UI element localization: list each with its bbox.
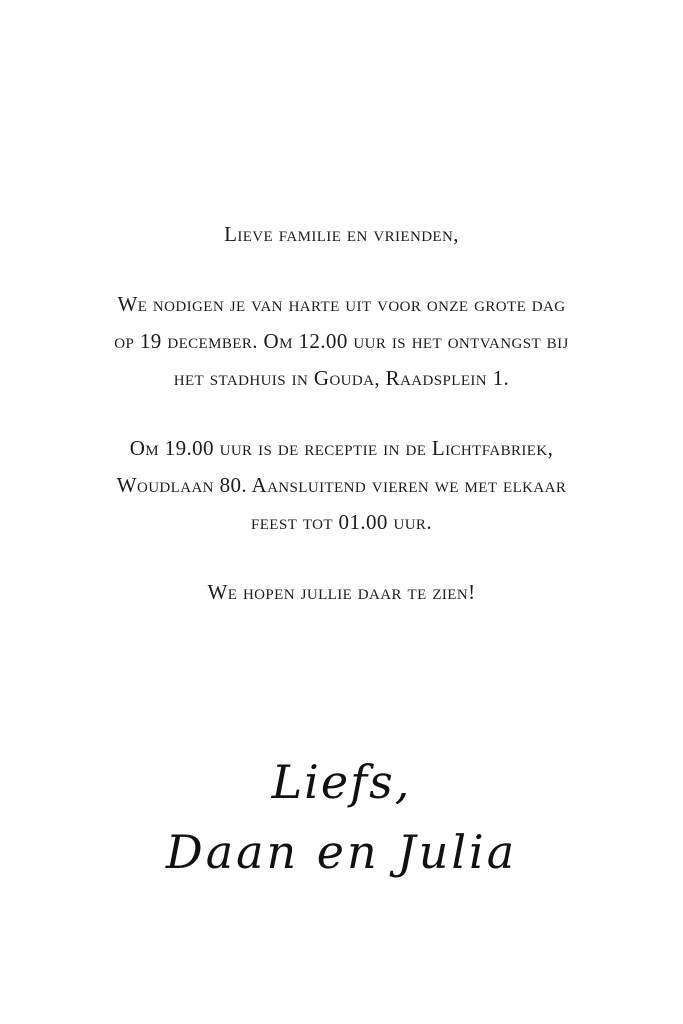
paragraph2-line2: Woudlaan 80. Aansluitend vieren we met elkaar [116,473,567,497]
greeting-text: Lieve familie en vrienden, [224,222,459,246]
paragraph1-line2: op 19 december. Om 12.00 uur is het ontvangst bij [114,329,569,353]
paragraph2-line1: Om 19.00 uur is de receptie in de Lichtfabriek, [129,436,554,460]
paragraph2-line3: feest tot 01.00 uur. [251,510,432,534]
closing-text: We hopen jullie daar te zien! [207,580,476,604]
signature-liefs: Liefs, [271,755,412,809]
paragraph1-line3: het stadhuis in Gouda, Raadsplein 1. [173,366,510,390]
paragraph1-line1: We nodigen je van harte uit voor onze grote dag [117,292,566,316]
signature-names: Daan en Julia [165,825,518,879]
